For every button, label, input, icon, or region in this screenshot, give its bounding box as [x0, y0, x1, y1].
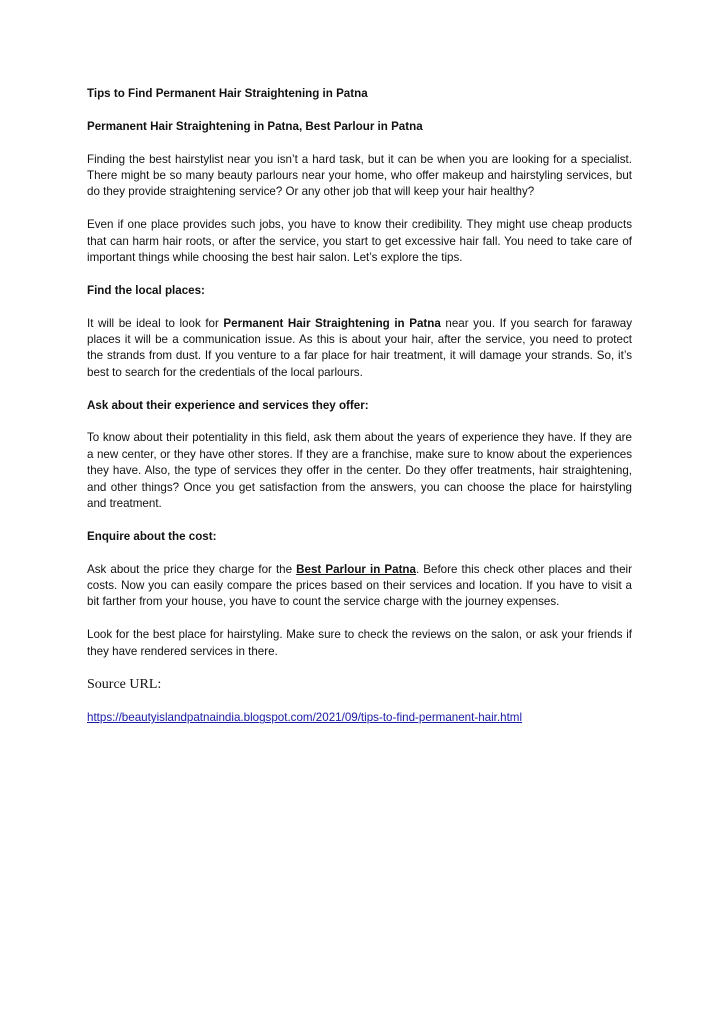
- credibility-paragraph: Even if one place provides such jobs, you have to know their credibility. They might use cheap products that can harm hair roots, or after the service, you start to get excessive hair fall. You need to take care of important things while choosing the best hair salon. Let’s explore the tips.: [87, 218, 632, 265]
- document-subtitle: Permanent Hair Straightening in Patna, Best Parlour in Patna: [87, 119, 423, 133]
- document-body: [87, 86, 632, 727]
- cost-text-before: Ask about the price they charge for the: [87, 562, 297, 576]
- final-paragraph: Look for the best place for hairstyling. Make sure to check the reviews on the salon, or ask your friends if they have rendered services in there.: [87, 628, 632, 658]
- local-places-paragraph: [87, 316, 632, 382]
- source-url-label: Source URL:: [87, 677, 162, 693]
- best-parlour-link[interactable]: Best Parlour in Patna: [296, 562, 416, 576]
- local-places-text-before: It will be ideal to look for: [87, 316, 224, 330]
- experience-paragraph: To know about their potentiality in this field, ask them about the years of experience they have. If they are a new center, or they have other stores. If they are a franchise, make sure to know about the experiences they have. Also, the type of services they offer in the center. Do they offer treatments, hair straightening, and other things? Once you get satisfaction from the answers, you can choose the place for hairstyling and treatment.: [87, 431, 632, 511]
- cost-paragraph: [87, 562, 632, 611]
- keyword-bold: Permanent Hair Straightening in Patna: [223, 316, 441, 330]
- local-places-text-after: near you. If you search for faraway places it will be a communication issue. As this is about your hair, after the service, you need to protect the strands from dust. If you venture to a far place for hair treatment, it will damage your strands. So, it’s best to search for the credentials of the local parlours.: [87, 316, 632, 379]
- section-heading-local-places: Find the local places:: [87, 283, 205, 297]
- document-title: Tips to Find Permanent Hair Straightening in Patna: [87, 87, 368, 100]
- cost-text-after: . Before this check other places and their costs. Now you can easily compare the prices based on their services and location. If you have to visit a bit farther from your house, you have to count the service charge with the journey expenses.: [87, 562, 632, 609]
- section-heading-experience: Ask about their experience and services they offer:: [87, 398, 369, 412]
- intro-paragraph: Finding the best hairstylist near you isn’t a hard task, but it can be when you are looking for a specialist. There might be so many beauty parlours near your home, who offer makeup and hairstyling services, but do they provide straightening service? Or any other job that will keep your hair healthy?: [87, 152, 632, 199]
- source-url-link[interactable]: https://beautyislandpatnaindia.blogspot.com/2021/09/tips-to-find-permanent-hair.html: [87, 711, 523, 725]
- section-heading-cost: Enquire about the cost:: [87, 529, 217, 543]
